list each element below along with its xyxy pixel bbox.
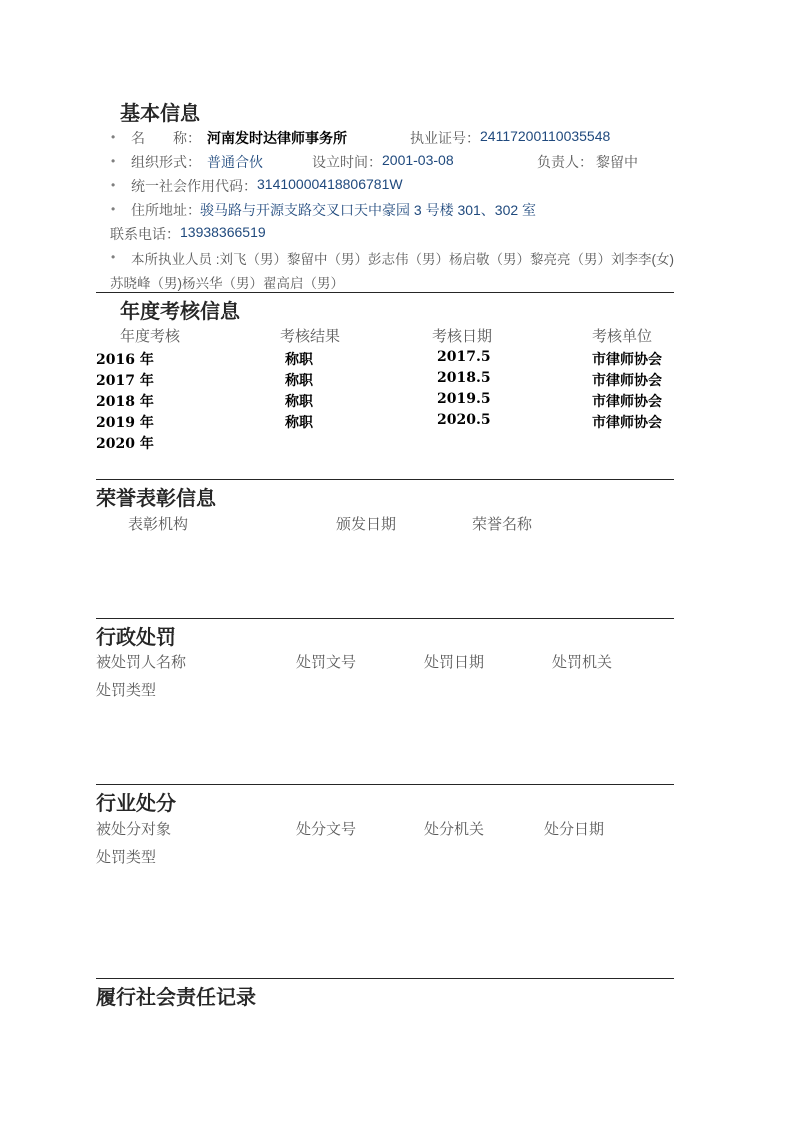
annual-result: 称职 [285,373,313,389]
divider [96,618,674,619]
section-heading-basic: 基本信息 [120,103,200,125]
industry-col-date: 处分日期 [544,821,605,838]
admin-col-date: 处罚日期 [424,654,485,671]
established-value: 2001-03-08 [382,152,454,168]
annual-col-date: 考核日期 [432,328,493,345]
honor-col-title: 荣誉名称 [472,516,533,533]
phone-value: 13938366519 [180,224,266,240]
annual-year: 2016 年 [96,352,154,368]
admin-col-party: 被处罚人名称 [96,654,187,671]
industry-col-doc-no: 处分文号 [296,821,357,838]
bullet: • [111,202,116,216]
divider [96,784,674,785]
annual-unit: 市律师协会 [592,415,662,431]
divider [96,978,674,979]
annual-result: 称职 [285,394,313,410]
annual-result: 称职 [285,415,313,431]
admin-col-authority: 处罚机关 [552,654,613,671]
annual-year: 2017 年 [96,373,154,389]
license-label: 执业证号： [410,130,480,146]
established-label: 设立时间： [312,154,382,170]
annual-year: 2019 年 [96,415,154,431]
annual-unit: 市律师协会 [592,394,662,410]
bullet: • [111,154,116,168]
annual-year: 2020 年 [96,436,154,452]
annual-unit: 市律师协会 [592,373,662,389]
section-heading-honor: 荣誉表彰信息 [96,488,216,510]
staff-list-line-2: 苏晓峰（男)杨兴华（男）翟高启（男） [110,276,344,291]
industry-col-party: 被处分对象 [96,821,172,838]
address-label: 住所地址： [131,202,201,218]
annual-col-unit: 考核单位 [592,328,653,345]
head-value: 黎留中 [596,154,638,170]
admin-col-doc-no: 处罚文号 [296,654,357,671]
divider [96,479,674,480]
bullet: • [111,178,116,192]
head-label: 负责人： [537,154,593,170]
staff-list-line-1: 本所执业人员 :刘飞（男）黎留中（男）彭志伟（男）杨启敬（男）黎亮亮（男）刘李李(女) [131,252,674,267]
divider [96,292,674,293]
annual-date: 2020.5 [437,412,491,428]
bullet: • [111,130,116,144]
honor-col-issuer: 表彰机构 [128,516,189,533]
credit-code-label: 统一社会作用代码： [131,178,257,194]
industry-col-type: 处罚类型 [96,849,157,866]
annual-year: 2018 年 [96,394,154,410]
address-value: 骏马路与开源支路交叉口天中豪园 3 号楼 301、302 室 [200,202,537,218]
phone-label: 联系电话： [110,226,180,242]
annual-result: 称职 [285,352,313,368]
section-heading-admin-penalty: 行政处罚 [96,627,176,649]
annual-date: 2019.5 [437,391,491,407]
section-heading-annual: 年度考核信息 [120,301,240,323]
section-heading-social: 履行社会责任记录 [96,987,256,1009]
section-heading-industry-penalty: 行业处分 [96,793,176,815]
org-label: 组织形式： [131,154,201,170]
credit-code-value: 31410000418806781W [257,176,403,192]
bullet: • [111,250,116,264]
annual-date: 2018.5 [437,370,491,386]
annual-col-year: 年度考核 [120,328,181,345]
industry-col-authority: 处分机关 [424,821,485,838]
admin-col-type: 处罚类型 [96,682,157,699]
annual-unit: 市律师协会 [592,352,662,368]
name-value: 河南发时达律师事务所 [207,130,347,146]
annual-col-result: 考核结果 [280,328,341,345]
org-value: 普通合伙 [207,154,263,170]
name-label: 名 称： [131,130,201,146]
annual-date: 2017.5 [437,349,491,365]
license-value: 24117200110035548 [480,128,611,144]
honor-col-date: 颁发日期 [336,516,397,533]
